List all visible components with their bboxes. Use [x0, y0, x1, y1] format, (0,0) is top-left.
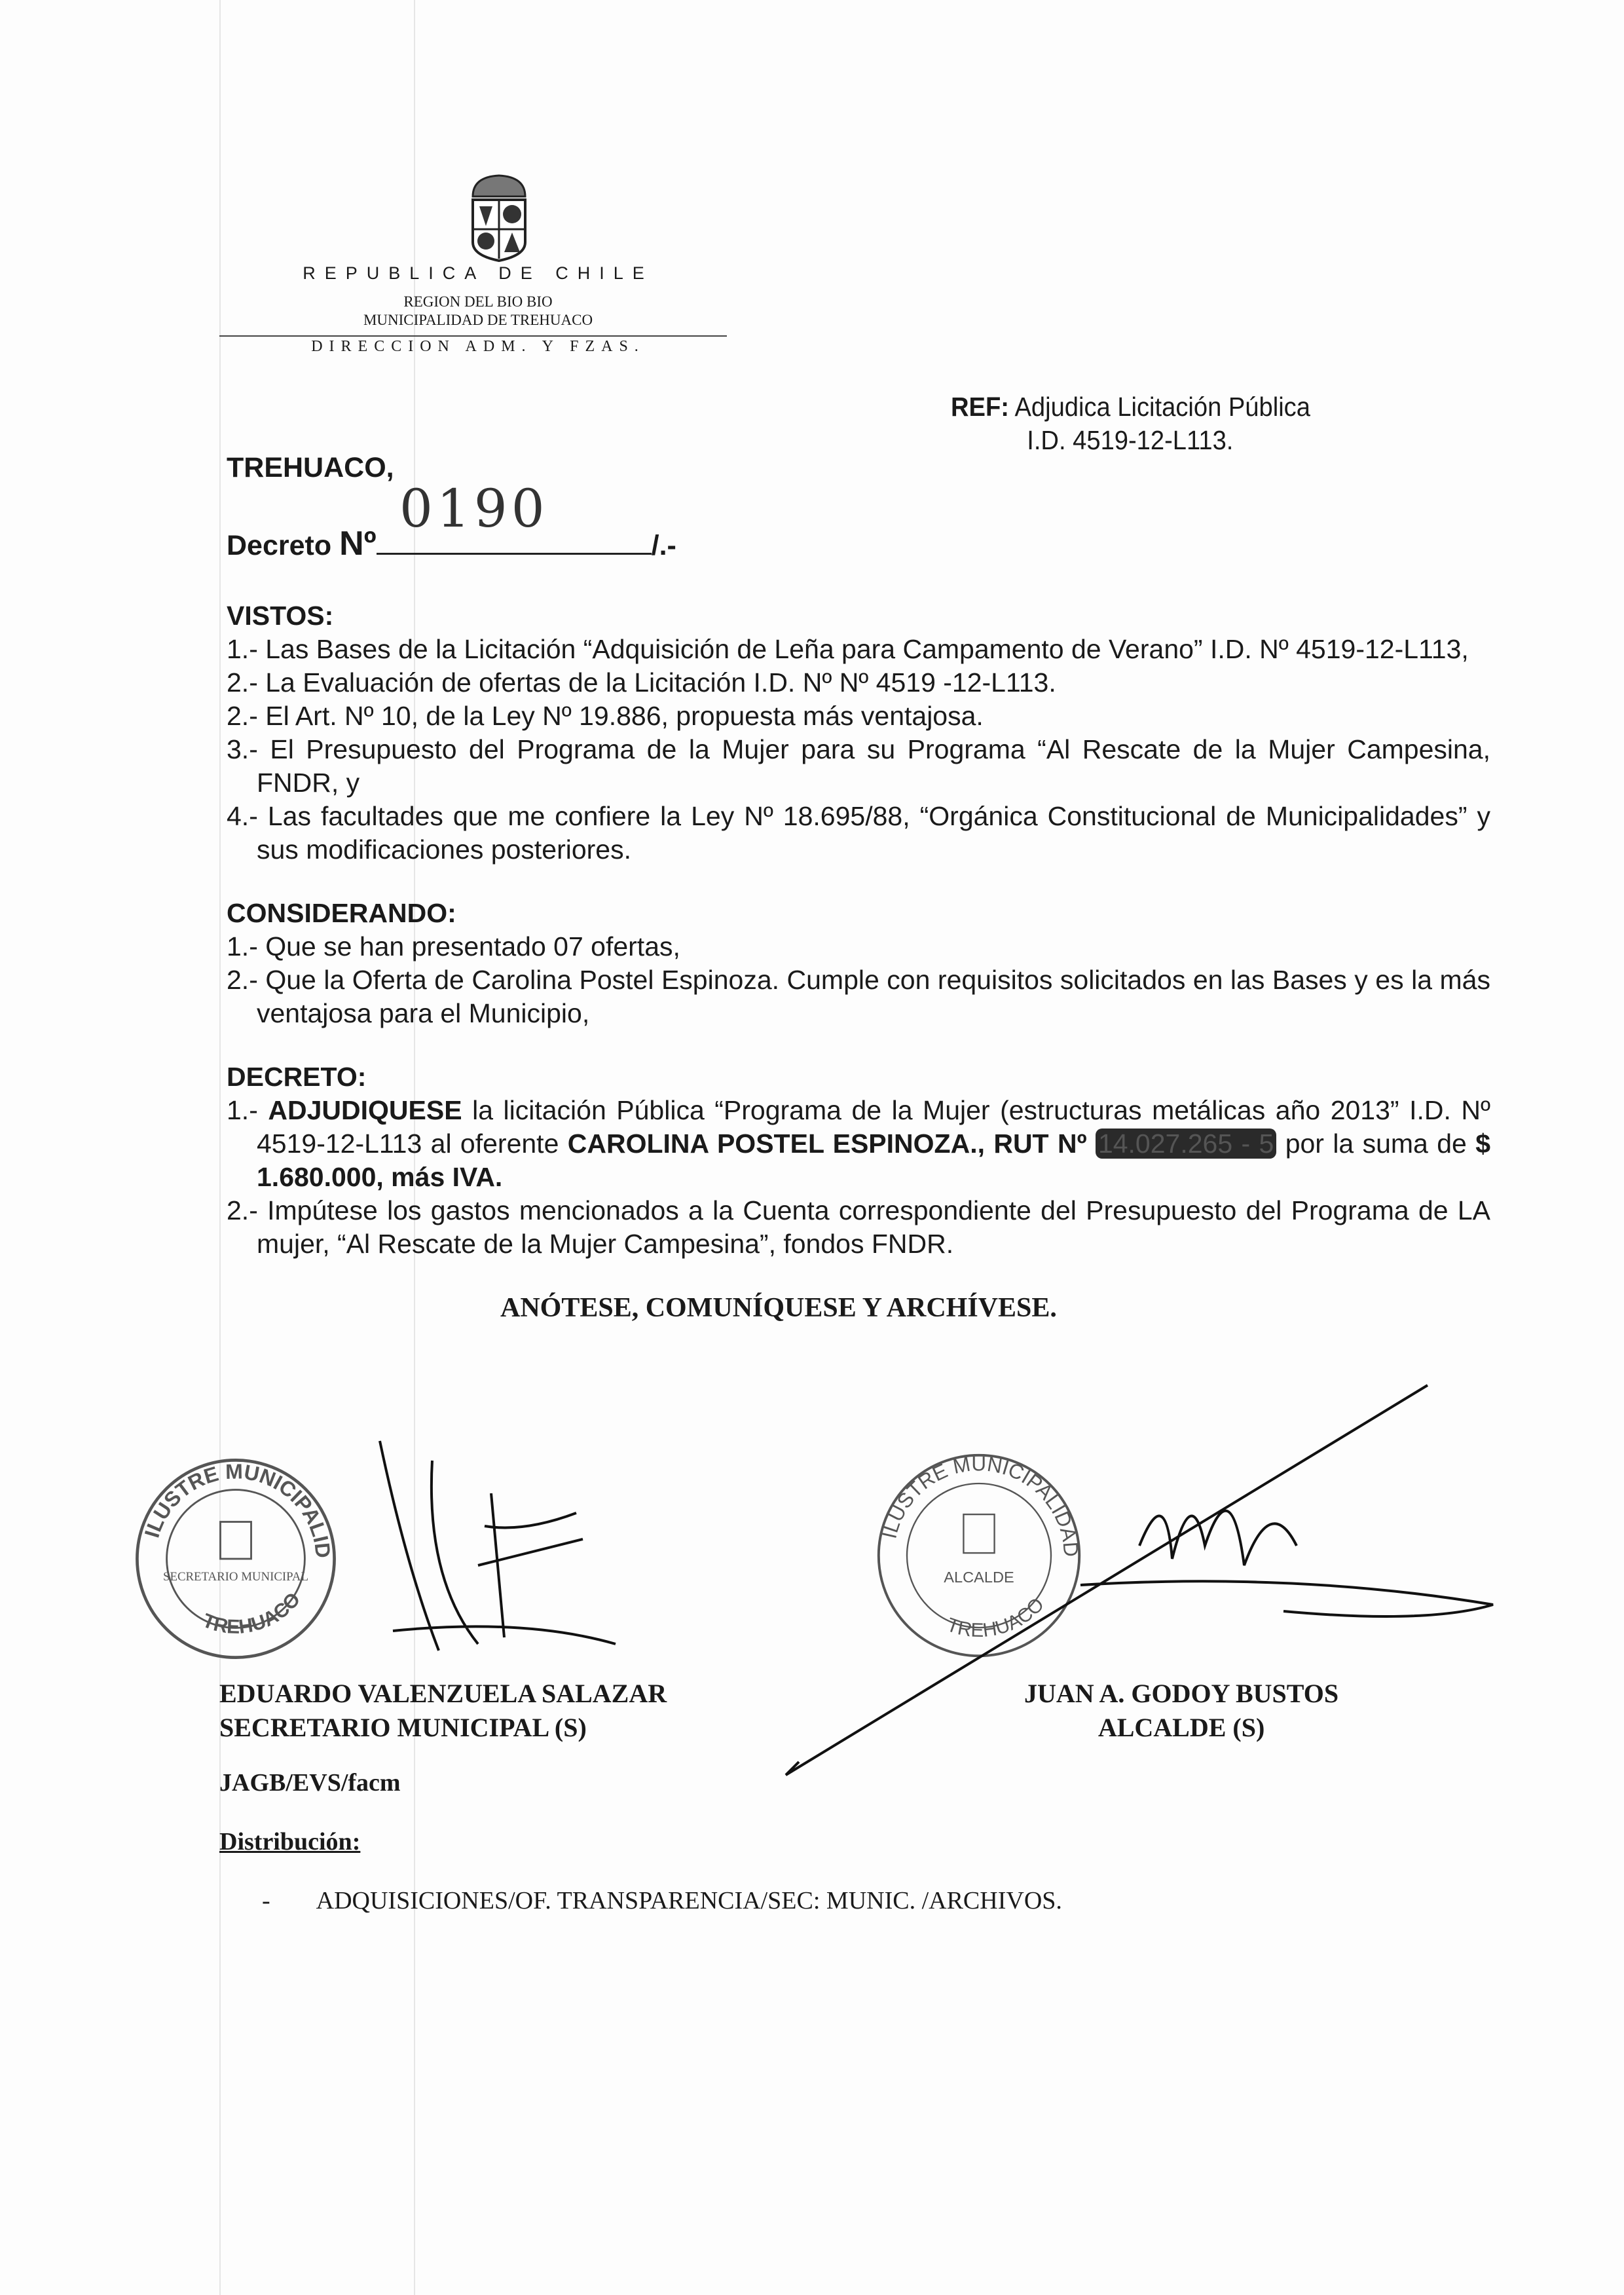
- initials: JAGB/EVS/facm: [219, 1769, 401, 1797]
- mayor-title: ALCALDE (S): [1098, 1713, 1265, 1742]
- awardee-name: CAROLINA POSTEL ESPINOZA., RUT Nº: [567, 1129, 1087, 1159]
- stamp-text: SECRETARIO MUNICIPAL: [162, 1569, 309, 1584]
- decree-label: Decreto: [227, 530, 332, 561]
- secretary-name: EDUARDO VALENZUELA SALAZAR: [219, 1679, 667, 1708]
- vistos-item: 3.- El Presupuesto del Programa de la Mujer para su Programa “Al Rescate de la Mujer Campesina, FNDR, y: [227, 734, 1490, 798]
- secretary-signature-block: [219, 1677, 667, 1745]
- vistos-item: 2.- La Evaluación de ofertas de la Licitación I.D. Nº Nº 4519 -12-L113.: [227, 667, 1056, 698]
- vistos-item: 2.- El Art. Nº 10, de la Ley Nº 19.886, propuesta más ventajosa.: [227, 701, 984, 731]
- ref-line1: Adjudica Licitación Pública: [1014, 392, 1310, 422]
- verb: ADJUDIQUESE: [268, 1095, 462, 1125]
- place: TREHUACO,: [227, 452, 394, 483]
- decreto-title: DECRETO:: [227, 1062, 367, 1092]
- considerando-title: CONSIDERANDO:: [227, 898, 456, 928]
- distribution-item: [262, 1886, 1062, 1915]
- mayor-name: JUAN A. GODOY BUSTOS: [1024, 1679, 1339, 1708]
- vistos-item: 1.- Las Bases de la Licitación “Adquisición de Leña para Campamento de Verano” I.D. Nº 4519-12-L113,: [227, 634, 1469, 664]
- stamp-text: ALCALDE: [944, 1568, 1014, 1586]
- stamp-text: TREHUACO: [944, 1594, 1048, 1642]
- considerando-item: 2.- Que la Oferta de Carolina Postel Espinoza. Cumple con requisitos solicitados en las Bases y es la más ventajosa para el Municipio,: [227, 965, 1490, 1028]
- header-country: REPUBLICA DE CHILE: [303, 263, 654, 283]
- header-department: DIRECCION ADM. Y FZAS.: [311, 338, 645, 355]
- header-divider: [219, 335, 727, 337]
- header-municipality: MUNICIPALIDAD DE TREHUACO: [363, 312, 593, 328]
- stamp-text: ILUSTRE MUNICIPALIDAD: [123, 1435, 335, 1559]
- stamp-text: ILUSTRE MUNICIPALIDAD: [877, 1452, 1083, 1558]
- header-region: REGION DEL BIO BIO: [403, 293, 553, 310]
- award-amount: $ 1.680.000, más IVA.: [257, 1129, 1490, 1192]
- coat-of-arms-icon: [466, 170, 532, 262]
- bullet-dash: -: [262, 1887, 270, 1914]
- item-number: 1.-: [227, 1095, 258, 1125]
- stamp-text: TREHUACO: [199, 1588, 305, 1638]
- secretary-stamp: [123, 1435, 341, 1664]
- decree-body: [227, 599, 1490, 1325]
- decreto-item-2: 2.- Impútese los gastos mencionados a la Cuenta correspondiente del Presupuesto del Programa de LA mujer, “Al Rescate de la Mujer Campesina”, fondos FNDR.: [227, 1195, 1490, 1259]
- item-text: por la suma de: [1276, 1129, 1476, 1159]
- decreto-section: [227, 1060, 1490, 1261]
- distribution-text: ADQUISICIONES/OF. TRANSPARENCIA/SEC: MUNIC. /ARCHIVOS.: [316, 1887, 1062, 1914]
- considerando-section: [227, 897, 1490, 1030]
- svg-text:ILUSTRE MUNICIPALIDAD: [123, 1435, 335, 1559]
- ref-line2: I.D. 4519-12-L113.: [1027, 425, 1234, 455]
- redacted-rut: 14.027.265 - 5: [1096, 1129, 1276, 1159]
- reference-block: [951, 390, 1310, 457]
- decree-no: Nº: [339, 525, 377, 563]
- decree-number-handwritten: 0190: [399, 478, 549, 539]
- secretary-title: SECRETARIO MUNICIPAL (S): [219, 1713, 587, 1742]
- distribution-title: Distribución:: [219, 1828, 361, 1856]
- item-text: la licitación Pública “Programa de la Mujer (estructuras metálicas año 2013” I.D. Nº 4519-12-L113 al oferente: [257, 1095, 1490, 1159]
- decreto-item-1: [227, 1094, 1490, 1194]
- decree-suffix: /.-: [651, 530, 676, 561]
- closing-formula: ANÓTESE, COMUNÍQUESE Y ARCHÍVESE.: [500, 1293, 1057, 1323]
- svg-text:TREHUACO: [200, 1588, 305, 1637]
- vistos-title: VISTOS:: [227, 601, 334, 631]
- vistos-item: 4.- Las facultades que me confiere la Ley Nº 18.695/88, “Orgánica Constitucional de Municipalidades” y sus modificaciones posteriores.: [227, 801, 1490, 865]
- considerando-item: 1.- Que se han presentado 07 ofertas,: [227, 931, 680, 961]
- ref-label: REF:: [951, 392, 1009, 422]
- mayor-signature-block: [1024, 1677, 1338, 1745]
- vistos-section: [227, 599, 1490, 867]
- secretary-signature: [327, 1434, 655, 1709]
